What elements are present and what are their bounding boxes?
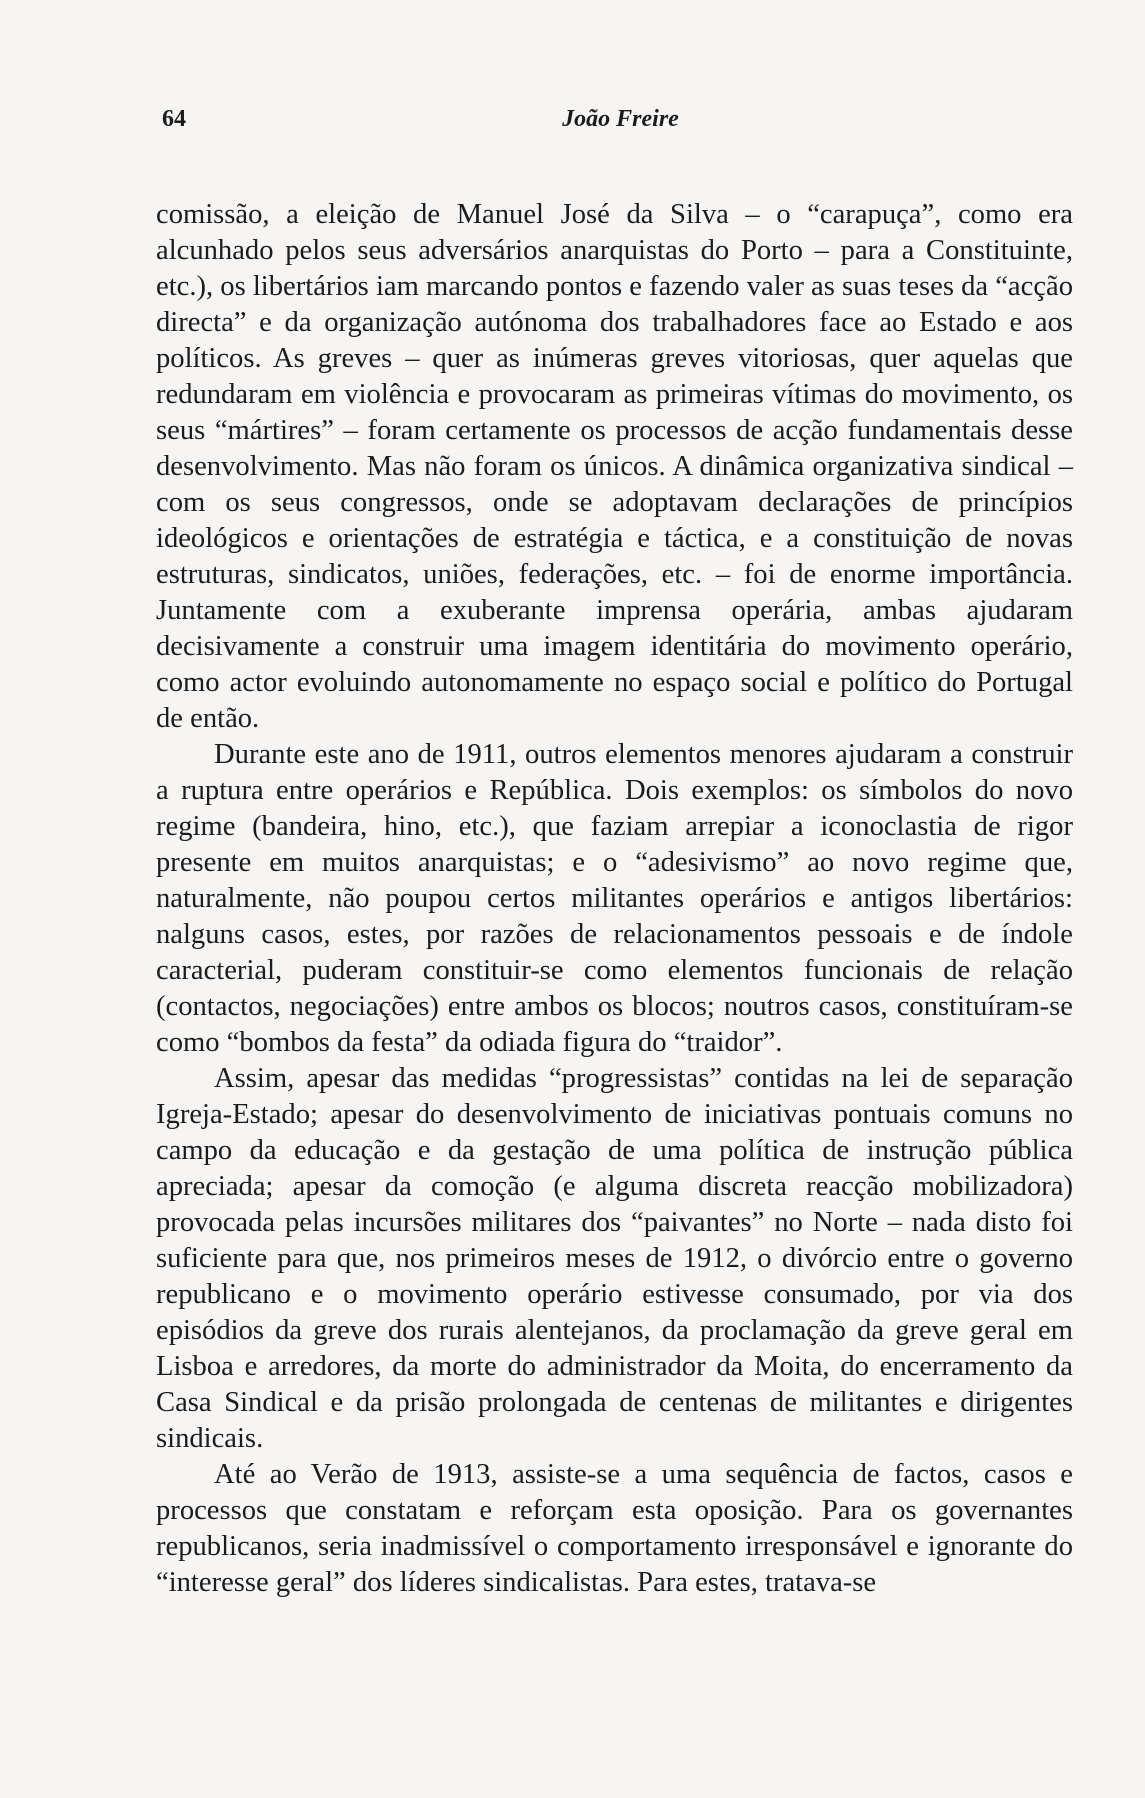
running-title: João Freire (562, 106, 679, 132)
page-number: 64 (162, 106, 186, 132)
paragraph: Durante este ano de 1911, outros elementos menores ajudaram a construir a ruptura entre operários e República. Dois exemplos: os símbolos do novo regime (bandeira, hino, etc.), que faziam arrepiar a iconoclastia de rigor presente em muitos anarquistas; e o “adesivismo” ao novo regime que, naturalmente, não poupou certos militantes operários e antigos libertários: nalguns casos, estes, por razões de relacionamentos pessoais e de índole caracterial, puderam constituir-se como elementos funcionais de relação (contactos, negociações) entre ambos os blocos; noutros casos, constituíram-se como “bombos da festa” da odiada figura do “traidor”. (156, 739, 1073, 1058)
paragraph: Até ao Verão de 1913, assiste-se a uma sequência de factos, casos e processos que constatam e reforçam esta oposição. Para os governantes republicanos, seria inadmissível o comportamento irresponsável e ignorante do “interesse geral” dos líderes sindicalistas. Para estes, tratava-se (156, 1459, 1073, 1598)
body-text (156, 197, 1073, 1601)
running-head (162, 102, 1079, 136)
paragraph: Assim, apesar das medidas “progressistas” contidas na lei de separação Igreja-Estado; apesar do desenvolvimento de iniciativas pontuais comuns no campo da educação e da gestação de uma política de instrução pública apreciada; apesar da comoção (e alguma discreta reacção mobilizadora) provocada pelas incursões militares dos “paivantes” no Norte – nada disto foi suficiente para que, nos primeiros meses de 1912, o divórcio entre o governo republicano e o movimento operário estivesse consumado, por via dos episódios da greve dos rurais alentejanos, da proclamação da greve geral em Lisboa e arredores, da morte do administrador da Moita, do encerramento da Casa Sindical e da prisão prolongada de centenas de militantes e dirigentes sindicais. (156, 1063, 1073, 1454)
paragraph: comissão, a eleição de Manuel José da Silva – o “carapuça”, como era alcunhado pelos seus adversários anarquistas do Porto – para a Constituinte, etc.), os libertários iam marcando pontos e fazendo valer as suas teses da “acção directa” e da organização autónoma dos trabalhadores face ao Estado e aos políticos. As greves – quer as inúmeras greves vitoriosas, quer aquelas que redundaram em violência e provocaram as primeiras vítimas do movimento, os seus “mártires” – foram certamente os processos de acção fundamentais desse desenvolvimento. Mas não foram os únicos. A dinâmica organizativa sindical – com os seus congressos, onde se adoptavam declarações de princípios ideológicos e orientações de estratégia e táctica, e a constituição de novas estruturas, sindicatos, uniões, federações, etc. – foi de enorme importância. Juntamente com a exuberante imprensa operária, ambas ajudaram decisivamente a construir uma imagem identitária do movimento operário, como actor evoluindo autonomamente no espaço social e político do Portugal de então. (156, 199, 1073, 734)
